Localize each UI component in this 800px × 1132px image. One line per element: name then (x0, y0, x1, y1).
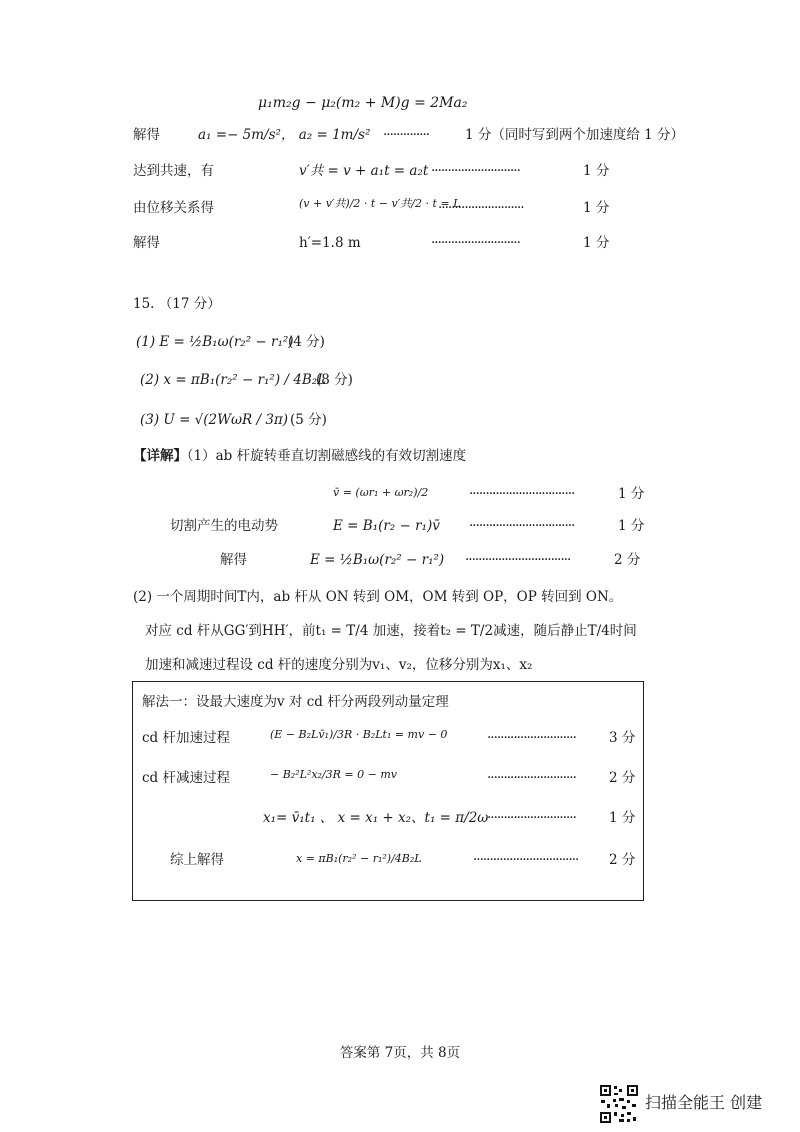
score-11: 2 分 (609, 852, 636, 868)
emf-equation: E = B₁(r₂ − r₁)v̄ (333, 518, 440, 534)
score-dots-9: ··························· (487, 770, 576, 786)
momentum-equation: μ₁m₂g − μ₂(m₂ + M)g = 2Ma₂ (258, 95, 468, 111)
page-footer: 答案第 7页，共 8页 (339, 1045, 461, 1061)
part-2-line-2: 对应 cd 杆从GG′到HH′，前t₁ = T/4 加速，接着t₂ = T/2减速，随后静止T/4时间 (145, 623, 637, 639)
solve-label-3: 解得 (220, 552, 247, 568)
score-1: 1 分（同时写到两个加速度给 1 分） (465, 127, 685, 143)
acceleration-process-equation: (E − B₂Lv̄₁)/3R · B₂Lt₁ = mv − 0 (270, 728, 448, 741)
common-velocity-label: 达到共速，有 (133, 163, 214, 179)
displacement-equation: (v + v′共)/2 · t − v′共/2 · t = L (299, 197, 461, 210)
score-3: 1 分 (583, 200, 610, 216)
displacement-relations: x₁= v̄₁t₁ 、 x = x₁ + x₂、t₁ = π/2ω (263, 810, 489, 826)
effective-velocity-equation: v̄ = (ωr₁ + ωr₂)/2 (333, 486, 429, 499)
deceleration-process-equation: − B₂²L²x₂/3R = 0 − mv (270, 768, 397, 781)
score-dots-11: ································ (473, 852, 579, 868)
part-2-line-1: (2) 一个周期时间T内，ab 杆从 ON 转到 OM，OM 转到 OP，OP 转回到 ON。 (133, 589, 623, 605)
score-dots-7: ································ (465, 552, 571, 568)
score-6: 1 分 (618, 518, 645, 534)
score-dots-8: ··························· (487, 730, 576, 746)
final-result-equation: x = πB₁(r₂² − r₁²)/4B₂L (296, 852, 422, 865)
qr-code-icon (599, 1084, 639, 1124)
deceleration-process-label: cd 杆减速过程 (142, 770, 230, 786)
score-dots-1: ·············· (383, 127, 430, 143)
solve-label-1: 解得 (133, 127, 160, 143)
answer-1: (1) E = ½B₁ω(r₂² − r₁²) (136, 334, 294, 350)
score-dots-5: ································ (469, 486, 575, 502)
acceleration-values: a₁ =− 5m/s²， a₂ = 1m/s² (198, 127, 371, 143)
answer-2: (2) x = πB₁(r₂² − r₁²) / 4B₂L (140, 372, 327, 388)
answer-3: (3) U = √(2WωR / 3π) (140, 412, 289, 428)
solution-1-title: 解法一：设最大速度为v 对 cd 杆分两段列动量定理 (142, 694, 449, 710)
answer-2-score: (8 分) (316, 372, 353, 388)
answer-3-score: (5 分) (290, 412, 327, 428)
score-dots-6: ································ (469, 518, 575, 534)
emf-result: E = ½B₁ω(r₂² − r₁²) (310, 552, 445, 568)
detail-text: （1）ab 杆旋转垂直切割磁感线的有效切割速度 (180, 448, 467, 464)
solve-label-2: 解得 (133, 235, 160, 251)
scanner-watermark: 扫描全能王 创建 (645, 1093, 763, 1112)
height-result: h′=1.8 m (299, 235, 361, 251)
acceleration-process-label: cd 杆加速过程 (142, 730, 230, 746)
detail-label: 【详解】 (133, 448, 187, 464)
score-dots-2: ··························· (431, 163, 520, 179)
common-velocity-equation: v′共 = v + a₁t = a₂t (299, 163, 429, 179)
score-4: 1 分 (583, 235, 610, 251)
question-15-title: 15. （17 分） (133, 296, 221, 312)
emf-label: 切割产生的电动势 (170, 518, 278, 534)
score-dots-4: ··························· (431, 235, 520, 251)
score-dots-10: ··························· (487, 810, 576, 826)
score-10: 1 分 (609, 810, 636, 826)
score-dots-3: ·························· (438, 200, 524, 216)
final-result-label: 综上解得 (170, 852, 224, 868)
score-8: 3 分 (609, 730, 636, 746)
score-7: 2 分 (614, 552, 641, 568)
score-9: 2 分 (609, 770, 636, 786)
part-2-line-3: 加速和减速过程设 cd 杆的速度分别为v₁、v₂，位移分别为x₁、x₂ (145, 657, 533, 673)
answer-1-score: (4 分) (288, 334, 325, 350)
displacement-label: 由位移关系得 (133, 200, 214, 216)
score-2: 1 分 (583, 163, 610, 179)
score-5: 1 分 (618, 486, 645, 502)
